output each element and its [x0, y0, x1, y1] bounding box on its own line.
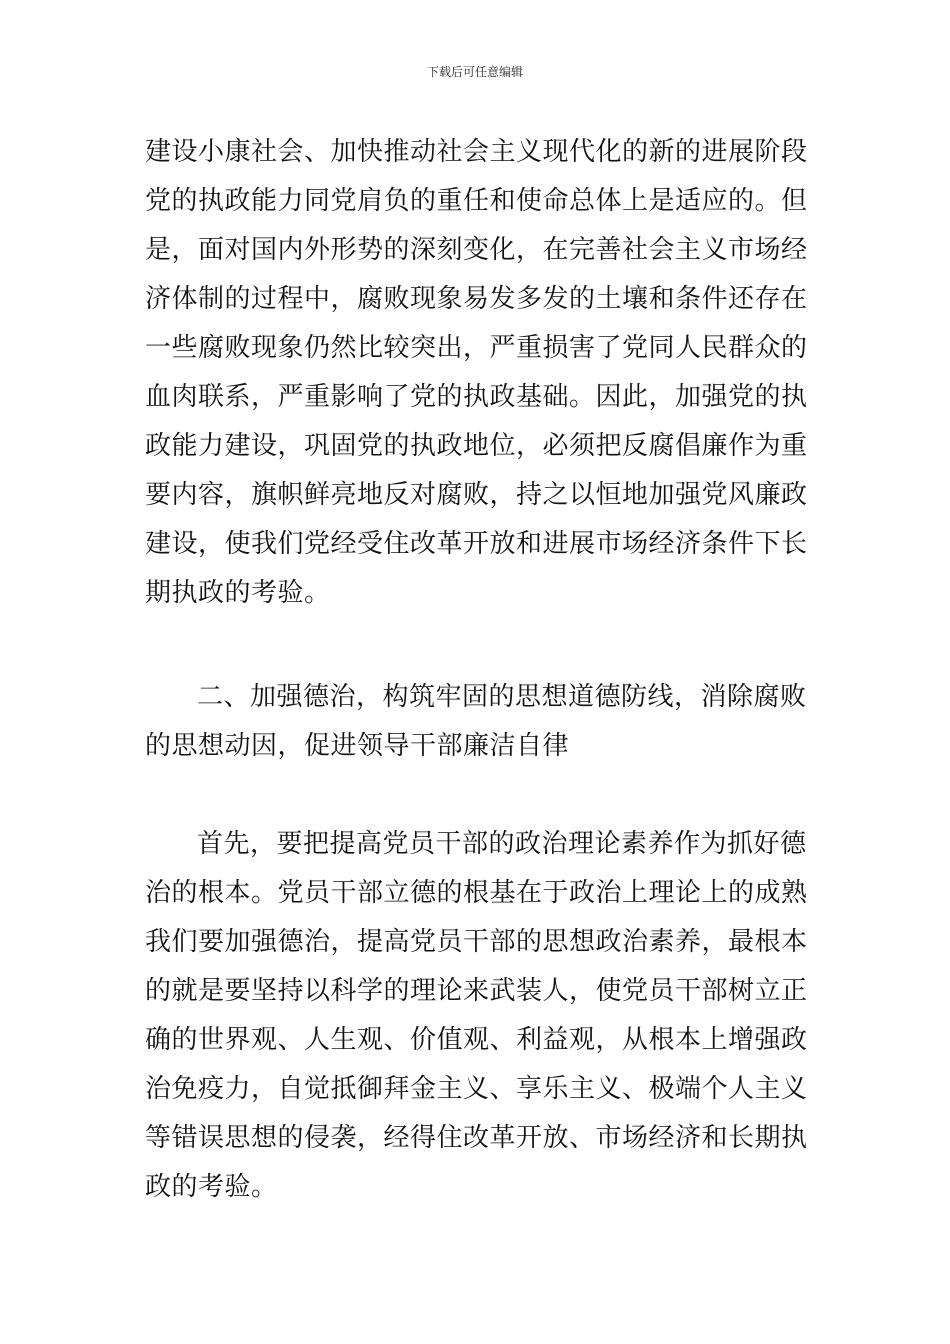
text-line: 是，面对国内外形势的深刻变化，在完善社会主义市场经 — [145, 235, 808, 265]
text-line: 首先，要把提高党员干部的政治理论素养作为抓好德 — [197, 829, 807, 859]
text-line: 的就是要坚持以科学的理论来武装人，使党员干部树立正 — [145, 976, 808, 1006]
text-line: 治免疫力，自觉抵御拜金主义、享乐主义、极端个人主义 — [145, 1074, 808, 1104]
text-line: 济体制的过程中，腐败现象易发多发的土壤和条件还存在 — [145, 284, 808, 314]
text-line: 确的世界观、人生观、价值观、利益观，从根本上增强政 — [145, 1025, 808, 1055]
text-line: 期执政的考验。 — [145, 578, 331, 608]
page-header: 下载后可任意编辑 — [426, 65, 523, 79]
paragraph-1 — [145, 128, 815, 618]
paragraph-3 — [145, 820, 815, 1212]
text-line: 政的考验。 — [145, 1172, 278, 1202]
text-line: 要内容，旗帜鲜亮地反对腐败，持之以恒地加强党风廉政 — [145, 480, 808, 510]
section-heading-paragraph — [145, 673, 815, 771]
text-line: 我们要加强德治，提高党员干部的思想政治素养，最根本 — [145, 927, 808, 957]
text-line: 二、加强德治，构筑牢固的思想道德防线，消除腐败 — [197, 682, 807, 712]
text-line: 政能力建设，巩固党的执政地位，必须把反腐倡廉作为重 — [145, 431, 808, 461]
text-line: 一些腐败现象仍然比较突出，严重损害了党同人民群众的 — [145, 333, 808, 363]
text-line: 党的执政能力同党肩负的重任和使命总体上是适应的。但 — [145, 186, 808, 216]
text-line: 建设小康社会、加快推动社会主义现代化的新的进展阶段 — [145, 137, 808, 167]
text-line: 血肉联系，严重影响了党的执政基础。因此，加强党的执 — [145, 382, 808, 412]
text-line: 治的根本。党员干部立德的根基在于政治上理论上的成熟 — [145, 878, 808, 908]
text-line: 建设，使我们党经受住改革开放和进展市场经济条件下长 — [145, 529, 808, 559]
text-line: 等错误思想的侵袭，经得住改革开放、市场经济和长期执 — [145, 1123, 808, 1153]
text-line: 的思想动因，促进领导干部廉洁自律 — [145, 731, 570, 761]
